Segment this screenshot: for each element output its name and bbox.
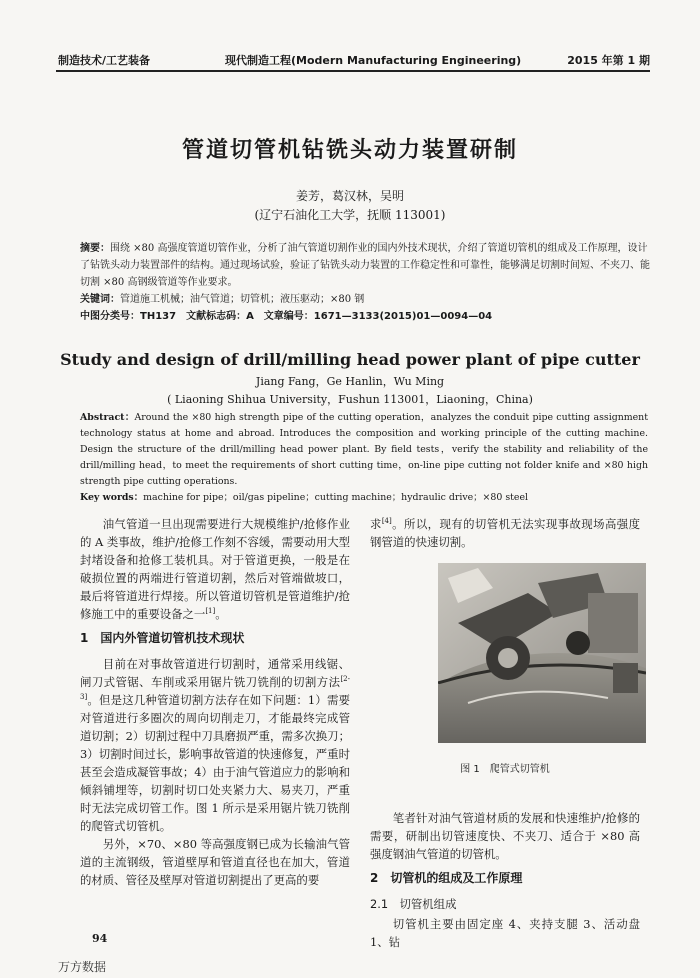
section-1-paragraph-1 (80, 655, 350, 835)
header-journal: 现代制造工程(Modern Manufacturing Engineering) (225, 54, 522, 67)
right-p1-text-b: 。所以，现有的切管机无法实现事故现场高强度钢管道的快速切割。 (370, 517, 640, 549)
abstract-english (80, 410, 648, 490)
section-1-heading: 1 国内外管道切管机技术现状 (80, 631, 245, 645)
citation-4: [4] (381, 517, 392, 526)
keywords-chinese (80, 291, 650, 308)
figure-1-photo (438, 563, 646, 743)
abstract-chinese-block (80, 240, 650, 325)
section-2-1-heading: 2.1 切管机组成 (370, 897, 457, 911)
keywords-label: 关键词： (80, 294, 120, 305)
pipe-cutter-photo-illustration (438, 563, 646, 743)
figure-1-caption: 图 1 爬管式切管机 (460, 764, 550, 775)
title-english: Study and design of drill/milling head power plant of pipe cutter (60, 350, 640, 369)
keywords-en-text: machine for pipe；oil/gas pipeline；cutting machine；hydraulic drive；×80 steel (143, 492, 528, 503)
affiliation-english: ( Liaoning Shihua University，Fushun 113001，Liaoning，China) (167, 393, 533, 406)
authors-english: Jiang Fang，Ge Hanlin，Wu Ming (255, 375, 445, 388)
watermark-text: 万方数据 (58, 960, 107, 974)
right-paragraph-1 (370, 515, 640, 551)
keywords-en-label: Key words： (80, 492, 144, 503)
citation-2-3: [2-3] (80, 675, 350, 702)
abstract-chinese (80, 240, 650, 291)
section-2-heading: 2 切管机的组成及工作原理 (370, 871, 523, 885)
intro-end: 。 (215, 607, 227, 621)
intro-text: 油气管道一旦出现需要进行大规模维护/抢修作业的 A 类事故，维护/抢修工作刻不容缓，需要动用大型封堵设备和抢修工装机具。对于管道更换，一般是在破损位置的两端进行管道切割，然后对管端做坡口，最后将管道进行焊接。所以管道切管机是管道维护/抢修施工中的重要设备之一 (80, 517, 350, 621)
abstract-english-block (80, 410, 648, 506)
keywords-text: 管道施工机械；油气管道；切管机；液压驱动；×80 钢 (120, 294, 365, 305)
section-2-1-paragraph: 切管机主要由固定座 4、夹持支腿 3、活动盘 1、钻 (370, 917, 640, 949)
abstract-label: 摘要： (80, 243, 110, 254)
abstract-en-text: Around the ×80 high strength pipe of the cutting operation，analyzes the conduit pipe cutting assignment technology status at home and abroad. Introduces the composition and working principle of the cutting machine. Design the structure of the drill/milling head power plant. By field tests，verify the stability and reliability of the drill/milling head，to meet the requirements of short cutting time，on-line pipe cutting not folder knife and ×80 high strength pipe cutting operations. (80, 412, 648, 487)
header-section: 制造技术/工艺装备 (58, 54, 151, 67)
sec1-text-b: 。但是这几种管道切割方法存在如下问题：1）需要对管道进行多圈次的周向切削走刀，才能最终完成管道切割；2）切割过程中刀具磨损严重，需多次换刀；3）切割时间过长，影响事故管道的快速修复，严重时甚至会造成凝管事故；4）由于油气管道应力的影响和倾斜铺埋等，切割时切口处夹紧力大、易夹刀，严重时无法完成切管工作。图 1 所示是采用锯片铣刀铣削的爬管式切管机。 (80, 693, 350, 833)
header-issue: 2015 年第 1 期 (567, 54, 650, 67)
intro-paragraph (80, 515, 350, 623)
abstract-text: 围绕 ×80 高强度管道切管作业，分析了油气管道切割作业的国内外技术现状，介绍了管道切管机的组成及工作原理，设计了钻铣头动力装置部件的结构。通过现场试验，验证了钻铣头动力装置的工作稳定性和可靠性，能够满足切割时间短、不夹刀、能切割 ×80 高钢级管道等作业要求。 (80, 243, 650, 288)
keywords-english (80, 490, 648, 506)
abstract-en-label: Abstract： (80, 412, 135, 423)
citation-1: [1] (205, 607, 216, 616)
title-chinese: 管道切管机钻铣头动力装置研制 (181, 138, 518, 163)
affiliation-chinese: (辽宁石油化工大学，抚顺 113001) (254, 208, 446, 222)
authors-chinese: 姜芳，葛汉林，吴明 (295, 189, 404, 203)
sec1-text-a: 目前在对事故管道进行切割时，通常采用线锯、闸刀式管锯、车削或采用锯片铣刀铣削的切割方法 (80, 657, 350, 689)
classification-line (80, 308, 650, 325)
running-header (0, 0, 700, 74)
right-p1-text-a: 求 (370, 517, 382, 531)
classification-text: 中图分类号：TH137 文献标志码：A 文章编号：1671—3133(2015)01—0094—04 (80, 311, 493, 322)
page-number: 94 (92, 932, 108, 945)
section-1-paragraph-2: 另外，×70、×80 等高强度钢已成为长输油气管道的主流钢级，管道壁厚和管道直径也在加大，管道的材质、管径及壁厚对管道切割提出了更高的要 (80, 837, 350, 887)
header-rule (56, 70, 650, 72)
right-paragraph-2: 笔者针对油气管道材质的发展和快速维护/抢修的需要，研制出切管速度快、不夹刀、适合于 ×80 高强度钢油气管道的切管机。 (370, 811, 640, 861)
body-column-left (80, 515, 350, 889)
